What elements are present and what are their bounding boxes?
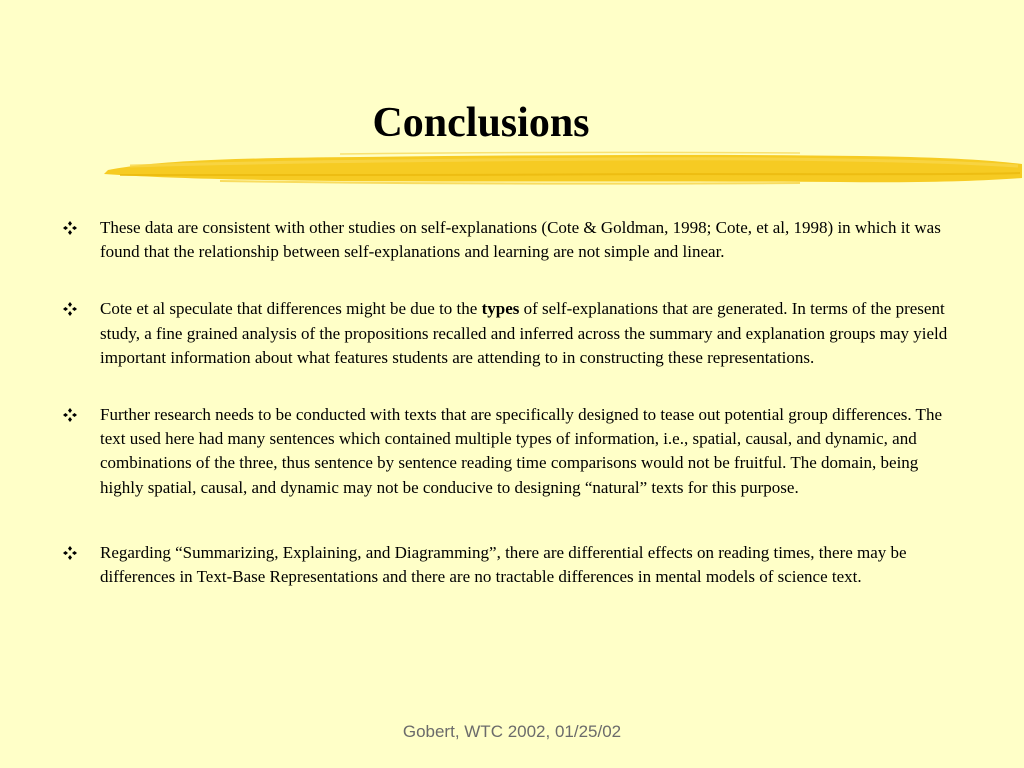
four-diamond-icon bbox=[62, 220, 78, 236]
bullet-item bbox=[62, 297, 962, 370]
bullet-list bbox=[62, 216, 962, 589]
bullet-item bbox=[62, 541, 962, 589]
bullet-text-after: of self-explanations that are generated. In terms of the present study, a fine grained analysis of the propositions recalled and inferred across the summary and explanation groups may yield important information about what features students are attending to in constructing these representations. bbox=[100, 299, 948, 367]
four-diamond-icon bbox=[62, 407, 78, 423]
bullet-item bbox=[62, 403, 962, 500]
slide-footer: Gobert, WTC 2002, 01/25/02 bbox=[402, 722, 622, 741]
bullet-text: These data are consistent with other studies on self-explanations (Cote & Goldman, 1998; Cote, et al, 1998) in which it was found that the relationship between self-explanations and learning are not simple and linear. bbox=[100, 218, 941, 262]
four-diamond-icon bbox=[62, 301, 78, 317]
title-underline-brush-stroke bbox=[100, 148, 1024, 190]
bullet-text-before: Cote et al speculate that differences might be due to the bbox=[100, 299, 482, 319]
four-diamond-icon bbox=[62, 545, 78, 561]
bullet-emphasis: types bbox=[481, 299, 520, 319]
bullet-text: Further research needs to be conducted with texts that are specifically designed to tease out potential group differences. The text used here had many sentences which contained multiple types of information, i.e., spatial, causal, and dynamic, and combinations of the three, thus sentence by sentence reading time comparisons would not be fruitful. The domain, being highly spatial, causal, and dynamic may not be conducive to designing “natural” texts for this purpose. bbox=[100, 405, 942, 497]
slide-title: Conclusions bbox=[372, 100, 590, 146]
bullet-text: Regarding “Summarizing, Explaining, and Diagramming”, there are differential effects on reading times, there may be differences in Text-Base Representations and there are no tractable differences in mental models of science text. bbox=[100, 542, 907, 587]
bullet-item bbox=[62, 216, 962, 264]
